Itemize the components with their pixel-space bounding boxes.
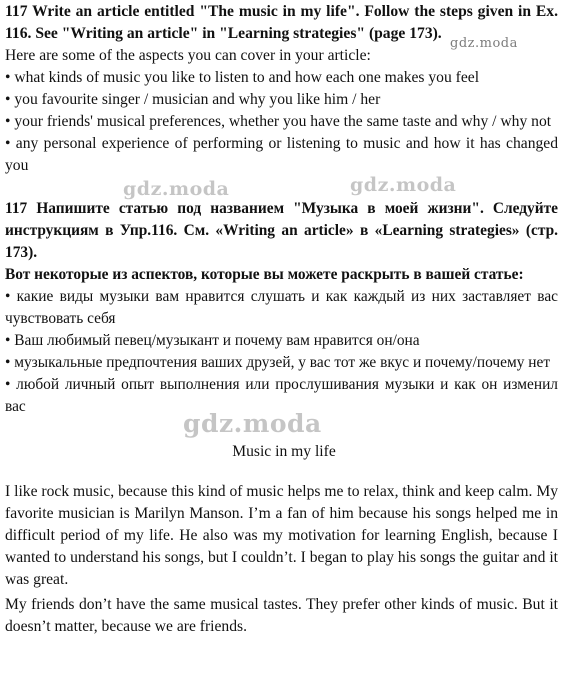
watermark: gdz.moda — [450, 36, 518, 51]
english-task-intro: Here are some of the aspects you can cover in your article: — [5, 47, 371, 64]
watermark: gdz.moda — [183, 409, 322, 438]
english-task-heading: 117 Write an article entitled "The music in my life". Follow the steps given in Ex. 116. See "Writing an article" in "Learning strategies" (page 173). — [5, 3, 558, 42]
english-task — [5, 1, 558, 177]
english-task-bullet: • you favourite singer / musician and why you like him / her — [5, 91, 381, 108]
watermark: gdz.moda — [123, 178, 230, 200]
russian-task-heading: 117 Напишите статью под названием "Музыка в моей жизни". Следуйте инструкциям в Упр.116. См. «Writing an article» в «Learning strategies» (стр. 173). — [5, 200, 558, 261]
russian-task-bullet: • какие виды музыки вам нравится слушать и как каждый из них заставляет вас чувствовать себя — [5, 288, 558, 327]
russian-task-intro: Вот некоторые из аспектов, которые вы можете раскрыть в вашей статье: — [5, 266, 524, 283]
english-task-bullet: • any personal experience of performing or listening to music and how it has changed you — [5, 135, 558, 174]
russian-task-bullet: • любой личный опыт выполнения или прослушивания музыки и как он изменил вас — [5, 376, 558, 415]
russian-task — [5, 198, 558, 418]
essay-paragraph: I like rock music, because this kind of music helps me to relax, think and keep calm. My favorite musician is Marilyn Manson. I’m a fan of him because his songs helped me in difficult period of my life. He also was my motivation for learning English, because I wanted to understand his songs, but I couldn’t. I began to play his songs the guitar and it was great. — [5, 483, 558, 588]
essay-title: Music in my life — [232, 443, 336, 460]
watermark: gdz.moda — [350, 174, 457, 196]
essay-paragraph: My friends don’t have the same musical tastes. They prefer other kinds of music. But it doesn’t matter, because we are friends. — [5, 596, 558, 635]
english-task-bullet: • what kinds of music you like to listen to and how each one makes you feel — [5, 69, 480, 86]
english-task-bullet: • your friends' musical preferences, whether you have the same taste and why / why not — [5, 113, 552, 130]
russian-task-bullet: • Ваш любимый певец/музыкант и почему вам нравится он/она — [5, 332, 420, 349]
russian-task-bullet: • музыкальные предпочтения ваших друзей, у вас тот же вкус и почему/почему нет — [5, 354, 551, 371]
